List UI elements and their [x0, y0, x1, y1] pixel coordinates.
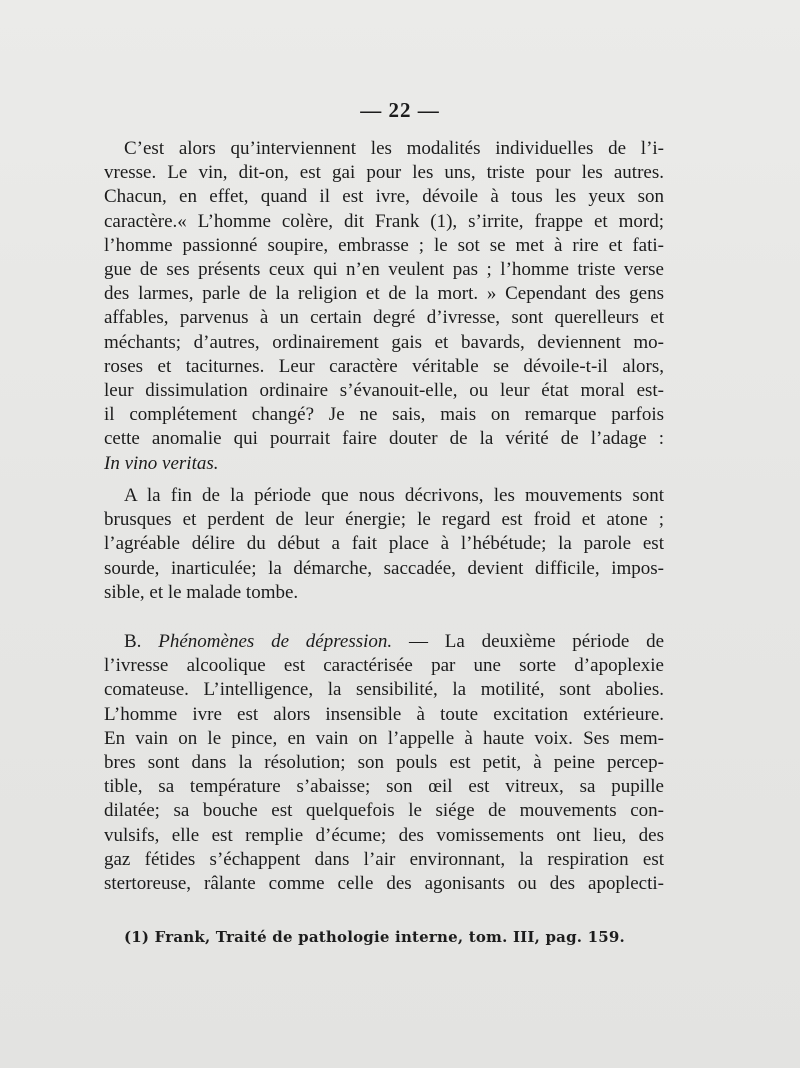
text-line: des larmes, parle de la religion et de la mort. » Cependant des gens: [104, 283, 664, 305]
text-line: caractère.« L’homme colère, dit Frank (1), s’irrite, frappe et mord;: [104, 210, 664, 232]
text-line: gue de ses présents ceux qui n’en veulent pas ; l’homme triste verse: [104, 259, 664, 281]
text-line: Chacun, en effet, quand il est ivre, dévoile à tous les yeux son: [104, 186, 664, 208]
paragraph-individual-modalities: [104, 137, 664, 476]
text-line: vresse. Le vin, dit-on, est gai pour les uns, triste pour les autres.: [104, 162, 664, 184]
text-line: bres sont dans la résolution; son pouls est petit, à peine percep-: [104, 752, 664, 774]
text-line: roses et taciturnes. Leur caractère véritable se dévoile-t-il alors,: [104, 355, 664, 377]
text-line: l’homme passionné soupire, embrasse ; le sot se met à rire et fati-: [104, 234, 664, 256]
text-line: il complétement changé? Je ne sais, mais on remarque parfois: [104, 404, 664, 426]
text-line: tible, sa température s’abaisse; son œil est vitreux, sa pupille: [104, 776, 664, 798]
section-heading: Phénomènes de dépression.: [158, 631, 393, 652]
text-line: C’est alors qu’interviennent les modalités individuelles de l’i-: [124, 138, 664, 159]
section-heading-rest: — La deuxième période de: [409, 631, 665, 652]
text-line: comateuse. L’intelligence, la sensibilité, la motilité, sont abolies.: [104, 679, 664, 701]
text-line: A la fin de la période que nous décrivons, les mouvements sont: [124, 485, 664, 506]
page-number: — 22 —: [360, 98, 440, 122]
text-line: L’homme ivre est alors insensible à toute excitation extérieure.: [104, 703, 664, 725]
text-line: méchants; d’autres, ordinairement gais et bavards, deviennent mo-: [104, 331, 664, 353]
text-line: gaz fétides s’échappent dans l’air environnant, la respiration est: [104, 848, 664, 870]
section-heading-line: [104, 630, 664, 654]
text-line: En vain on le pince, en vain on l’appelle à haute voix. Ses mem-: [104, 727, 664, 749]
text-line-italic: [104, 452, 664, 476]
text-line: sible, et le malade tombe.: [104, 581, 299, 603]
text-line: l’ivresse alcoolique est caractérisée par une sorte d’apoplexie: [104, 655, 664, 677]
paragraph-depression-phenomena: [104, 630, 664, 896]
text-line: brusques et perdent de leur énergie; le regard est froid et atone ;: [104, 509, 664, 531]
latin-adage: In vino veritas.: [104, 452, 219, 474]
text-line: vulsifs, elle est remplie d’écume; des vomissements ont lieu, des: [104, 824, 664, 846]
section-label: B.: [124, 631, 142, 652]
text-line: cette anomalie qui pourrait faire douter de la vérité de l’adage :: [104, 428, 664, 450]
text-line: affables, parvenus à un certain degré d’ivresse, sont querelleurs et: [104, 307, 664, 329]
text-line: sourde, inarticulée; la démarche, saccadée, devient difficile, impos-: [104, 557, 664, 579]
text-line: stertoreuse, râlante comme celle des agonisants ou des apoplecti-: [104, 873, 664, 895]
text-line: leur dissimulation ordinaire s’évanouit-elle, ou leur état moral est-: [104, 380, 664, 402]
paragraph-end-of-period: [104, 484, 664, 605]
text-line: dilatée; sa bouche est quelquefois le siége de mouvements con-: [104, 800, 664, 822]
text-line: l’agréable délire du début a fait place à l’hébétude; la parole est: [104, 533, 664, 555]
footnote: (1) Frank, Traité de pathologie interne, tom. III, pag. 159.: [124, 928, 625, 946]
